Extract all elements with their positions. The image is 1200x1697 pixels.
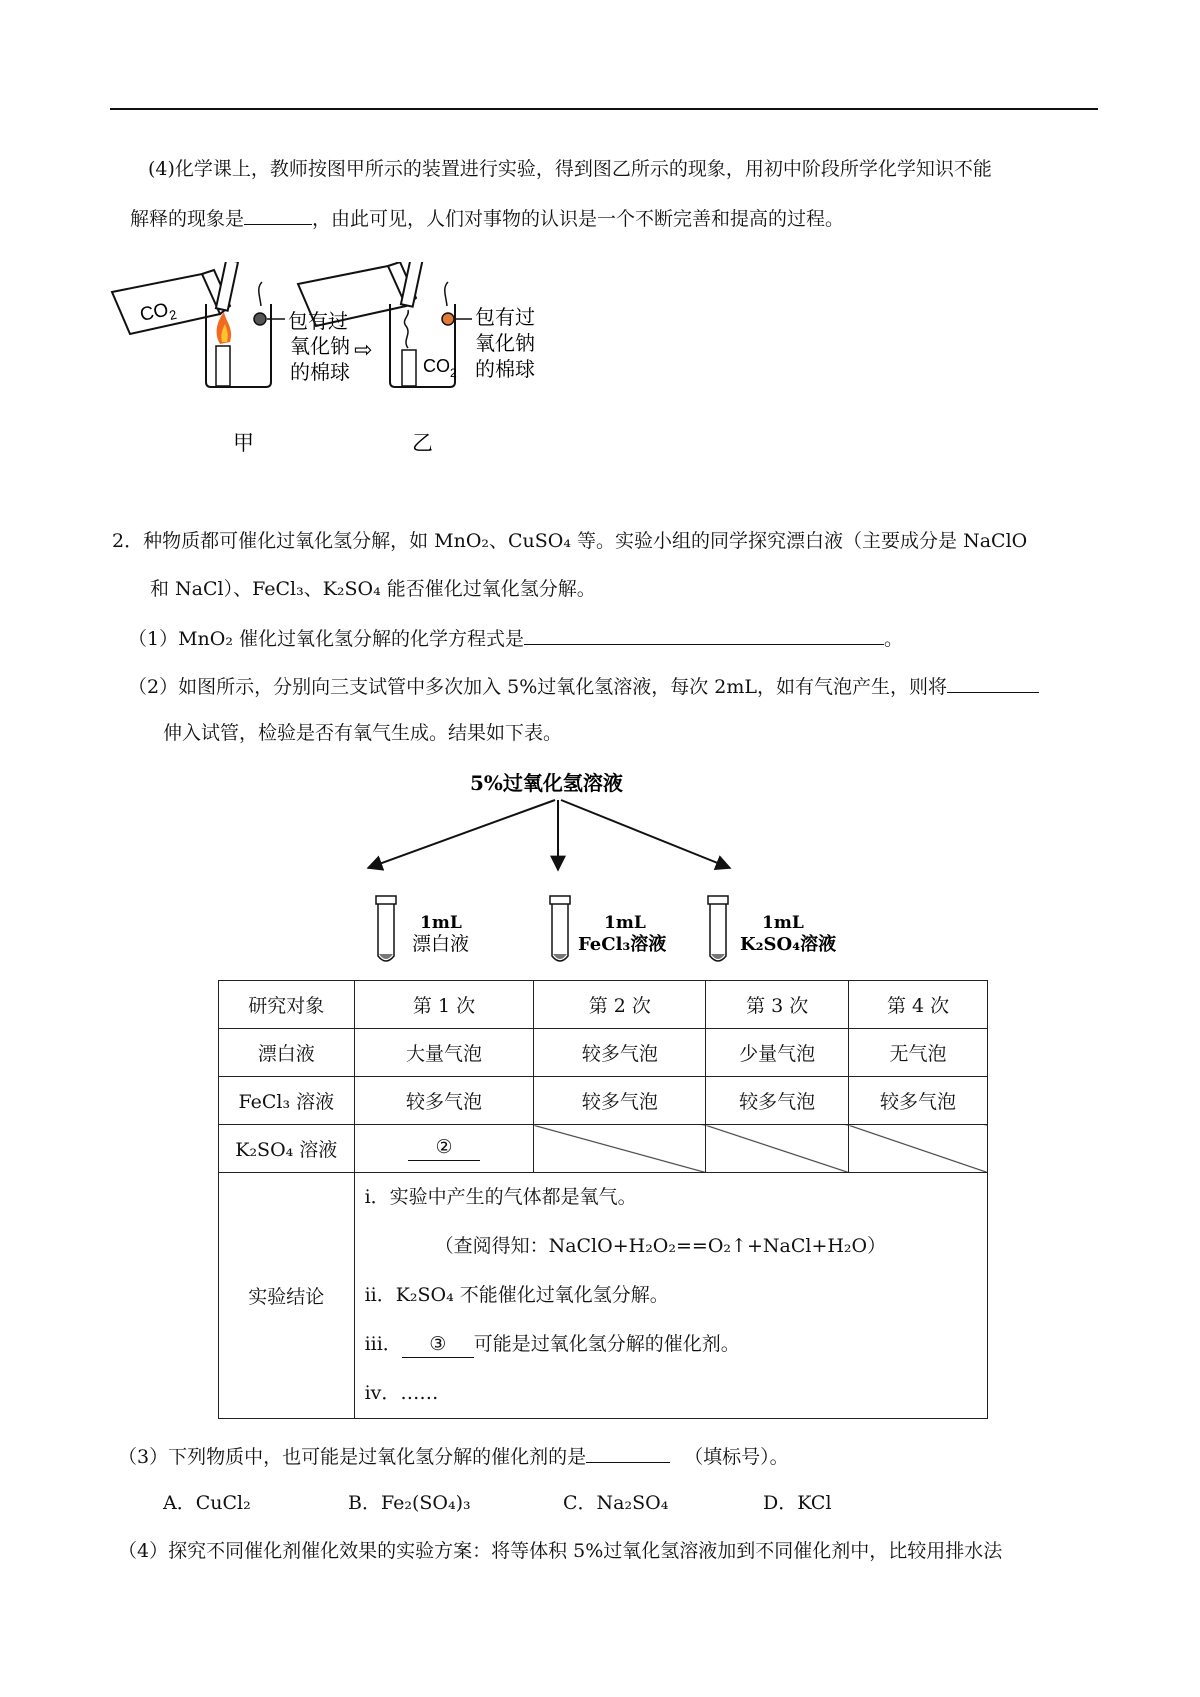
table-cell: 较多气泡: [534, 1029, 706, 1077]
test-tube-3: [708, 896, 728, 961]
cotton-label-jia-3: 的棉球: [290, 360, 350, 384]
tube1-volume: 1mL: [420, 913, 462, 933]
table-cell: 较多气泡: [534, 1077, 706, 1125]
tube1-name: 漂白液: [412, 933, 470, 955]
option-b: B．Fe₂(SO₄)₃: [348, 1492, 471, 1514]
row-label: K₂SO₄ 溶液: [219, 1125, 355, 1173]
table-cell-empty: [849, 1125, 988, 1173]
cotton-label-jia-2: 氧化钠: [290, 334, 350, 358]
table-cell: 较多气泡: [354, 1077, 534, 1125]
table-row: [219, 1125, 988, 1173]
q1-part4-line2-post: ，由此可见，人们对事物的认识是一个不断完善和提高的过程。: [312, 208, 845, 230]
label-jia: 甲: [233, 431, 254, 455]
arrow-icon: ⇨: [354, 338, 373, 363]
q2-intro-1: 种物质都可催化过氧化氢分解，如 MnO₂、CuSO₄ 等。实验小组的同学探究漂白液（主要成分是 NaClO: [143, 530, 1028, 552]
option-c: C．Na₂SO₄: [563, 1492, 669, 1514]
q2-intro-line2: 和 NaCl）、FeCl₃、K₂SO₄ 能否催化过氧化氢分解。: [150, 578, 596, 600]
q1-part4-line2: [130, 208, 844, 229]
q2-part2-line2: 伸入试管，检验是否有氧气生成。结果如下表。: [163, 722, 563, 744]
answer-blank[interactable]: [244, 208, 312, 225]
table-cell: 大量气泡: [354, 1029, 534, 1077]
table-cell: 无气泡: [849, 1029, 988, 1077]
q2-part1-post: 。: [884, 628, 904, 650]
row-label: FeCl₃ 溶液: [219, 1077, 355, 1125]
candle-experiment-figure: [110, 262, 610, 462]
option-a: A．CuCl₂: [163, 1492, 251, 1514]
beaker-gas-sub: 2: [450, 366, 457, 380]
bottle-label-sub: 2: [167, 306, 179, 323]
answer-blank[interactable]: [524, 628, 884, 645]
label-yi: 乙: [412, 431, 433, 455]
test-tube-1: [376, 896, 396, 961]
table-row: [219, 1077, 988, 1125]
test-tube-2: [550, 896, 570, 961]
tube2-volume: 1mL: [604, 913, 646, 933]
tube3-name: K₂SO₄溶液: [740, 934, 837, 955]
row-label: 漂白液: [219, 1029, 355, 1077]
table-header: 第 2 次: [534, 981, 706, 1029]
q1-part4-line2-pre: 解释的现象是: [130, 208, 245, 230]
conclusion-iv: iv．……: [364, 1382, 439, 1404]
table-header-row: [219, 981, 988, 1029]
conclusion-cell: [354, 1173, 987, 1419]
table-header: 第 3 次: [706, 981, 849, 1029]
svg-text:CO2: [423, 356, 457, 380]
table-header: 第 1 次: [354, 981, 534, 1029]
answer-blank[interactable]: [947, 676, 1039, 693]
q2-part1-pre: （1）MnO₂ 催化过氧化氢分解的化学方程式是: [128, 628, 525, 650]
q2-intro-line1: [112, 532, 1027, 551]
h2o2-label: 5%过氧化氢溶液: [470, 771, 623, 795]
table-cell-empty: [534, 1125, 706, 1173]
tube2-name: FeCl₃溶液: [578, 934, 667, 955]
table-header: 研究对象: [219, 981, 355, 1029]
results-table: [218, 980, 988, 1419]
answer-blank-2[interactable]: ②: [408, 1138, 480, 1161]
header-rule: [110, 108, 1098, 110]
tube3-volume: 1mL: [762, 913, 804, 933]
q2-part3-pre: （3）下列物质中，也可能是过氧化氢分解的催化剂的是: [118, 1446, 587, 1468]
q2-number: 2．: [112, 530, 144, 552]
cotton-label-yi-3: 的棉球: [475, 357, 535, 381]
q2-part2-pre: （2）如图所示，分别向三支试管中多次加入 5%过氧化氢溶液，每次 2mL，如有气泡产生，则将: [128, 676, 948, 698]
q2-part2-line1: [128, 676, 1039, 697]
q2-part1: [128, 628, 903, 649]
conclusion-label: 实验结论: [219, 1173, 355, 1419]
cotton-label-yi-2: 氧化钠: [475, 331, 535, 355]
conclusion-iii-prefix: iii．: [364, 1333, 402, 1355]
cotton-label-jia-1: 包有过: [288, 309, 348, 333]
q2-part3: [118, 1446, 789, 1467]
table-row: [219, 1029, 988, 1077]
conclusion-note: （查阅得知：NaClO+H₂O₂==O₂↑+NaCl+H₂O）: [434, 1235, 887, 1257]
test-tube-figure: [350, 768, 850, 968]
answer-blank-3[interactable]: ③: [402, 1335, 474, 1358]
table-cell: 较多气泡: [706, 1077, 849, 1125]
conclusion-row: [219, 1173, 988, 1419]
answer-blank[interactable]: [586, 1446, 670, 1463]
option-d: D．KCl: [763, 1492, 832, 1514]
beaker-gas-label: CO: [423, 356, 450, 376]
q1-part4-line1: (4)化学课上，教师按图甲所示的装置进行实验，得到图乙所示的现象，用初中阶段所学化学知识不能: [148, 158, 992, 180]
conclusion-i: i．实验中产生的气体都是氧气。: [364, 1186, 637, 1208]
conclusion-iii: [365, 1320, 987, 1369]
conclusion-iii-text: 可能是过氧化氢分解的催化剂。: [473, 1333, 740, 1355]
table-cell: [354, 1125, 534, 1173]
cotton-label-yi-1: 包有过: [475, 305, 535, 329]
q2-part3-post: （填标号）。: [684, 1446, 789, 1468]
conclusion-ii: ii．K₂SO₄ 不能催化过氧化氢分解。: [364, 1284, 669, 1306]
table-cell: 少量气泡: [706, 1029, 849, 1077]
table-cell-empty: [706, 1125, 849, 1173]
table-cell: 较多气泡: [849, 1077, 988, 1125]
table-header: 第 4 次: [849, 981, 988, 1029]
q2-part4: （4）探究不同催化剂催化效果的实验方案：将等体积 5%过氧化氢溶液加到不同催化剂中，比较用排水法: [118, 1540, 1003, 1562]
bottle-label: CO: [138, 299, 171, 326]
